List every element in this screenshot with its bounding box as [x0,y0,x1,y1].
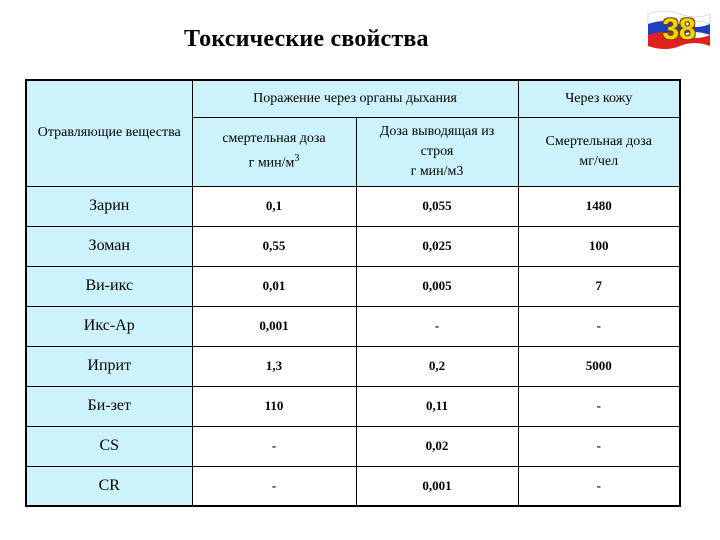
lethal-dose-value: 110 [192,386,356,426]
agent-name: Зоман [26,226,192,266]
lethal-dose-value: 1,3 [192,346,356,386]
disabling-dose-value: 0,025 [356,226,518,266]
disabling-dose-value: - [356,306,518,346]
lethal-dose-value: - [192,466,356,506]
table-row [26,266,680,306]
header-agents: Отравляющие вещества [26,80,192,186]
skin-dose-value: 1480 [518,186,680,226]
disabling-dose-value: 0,02 [356,426,518,466]
agent-name: Би-зет [26,386,192,426]
header-lethal-dose: смертельная доза г мин/$м^3$ [192,117,356,186]
header-skin-dose: Смертельная доза мг/чел [518,117,680,186]
table-row [26,306,680,346]
disabling-dose-value: 0,055 [356,186,518,226]
disabling-dose-value: 0,005 [356,266,518,306]
lethal-dose-value: 0,01 [192,266,356,306]
disabling-dose-value: 0,11 [356,386,518,426]
skin-dose-value: - [518,386,680,426]
agent-name: Ви-икс [26,266,192,306]
lethal-dose-value: 0,1 [192,186,356,226]
lethal-dose-value: 0,001 [192,306,356,346]
table-row [26,186,680,226]
skin-dose-value: - [518,466,680,506]
table-row [26,386,680,426]
header-disabling-dose: Доза выводящая из строя г мин/м3 [356,117,518,186]
table-row [26,346,680,386]
header-respiratory: Поражение через органы дыхания [192,80,518,117]
skin-dose-value: 5000 [518,346,680,386]
disabling-dose-value: 0,2 [356,346,518,386]
slide-number-badge [646,8,712,52]
table-row [26,226,680,266]
skin-dose-value: 100 [518,226,680,266]
header-skin: Через кожу [518,80,680,117]
lethal-dose-value: - [192,426,356,466]
skin-dose-value: - [518,426,680,466]
agent-name: Иприт [26,346,192,386]
table-row [26,426,680,466]
skin-dose-value: 7 [518,266,680,306]
agent-name: CS [26,426,192,466]
agent-name: Зарин [26,186,192,226]
lethal-dose-value: 0,55 [192,226,356,266]
slide-number: 38 [662,13,696,46]
agent-name: CR [26,466,192,506]
agent-name: Икс-Ар [26,306,192,346]
page-title: Токсические свойства [184,26,429,52]
skin-dose-value: - [518,306,680,346]
disabling-dose-value: 0,001 [356,466,518,506]
table-row [26,466,680,506]
toxicity-table [25,79,681,507]
